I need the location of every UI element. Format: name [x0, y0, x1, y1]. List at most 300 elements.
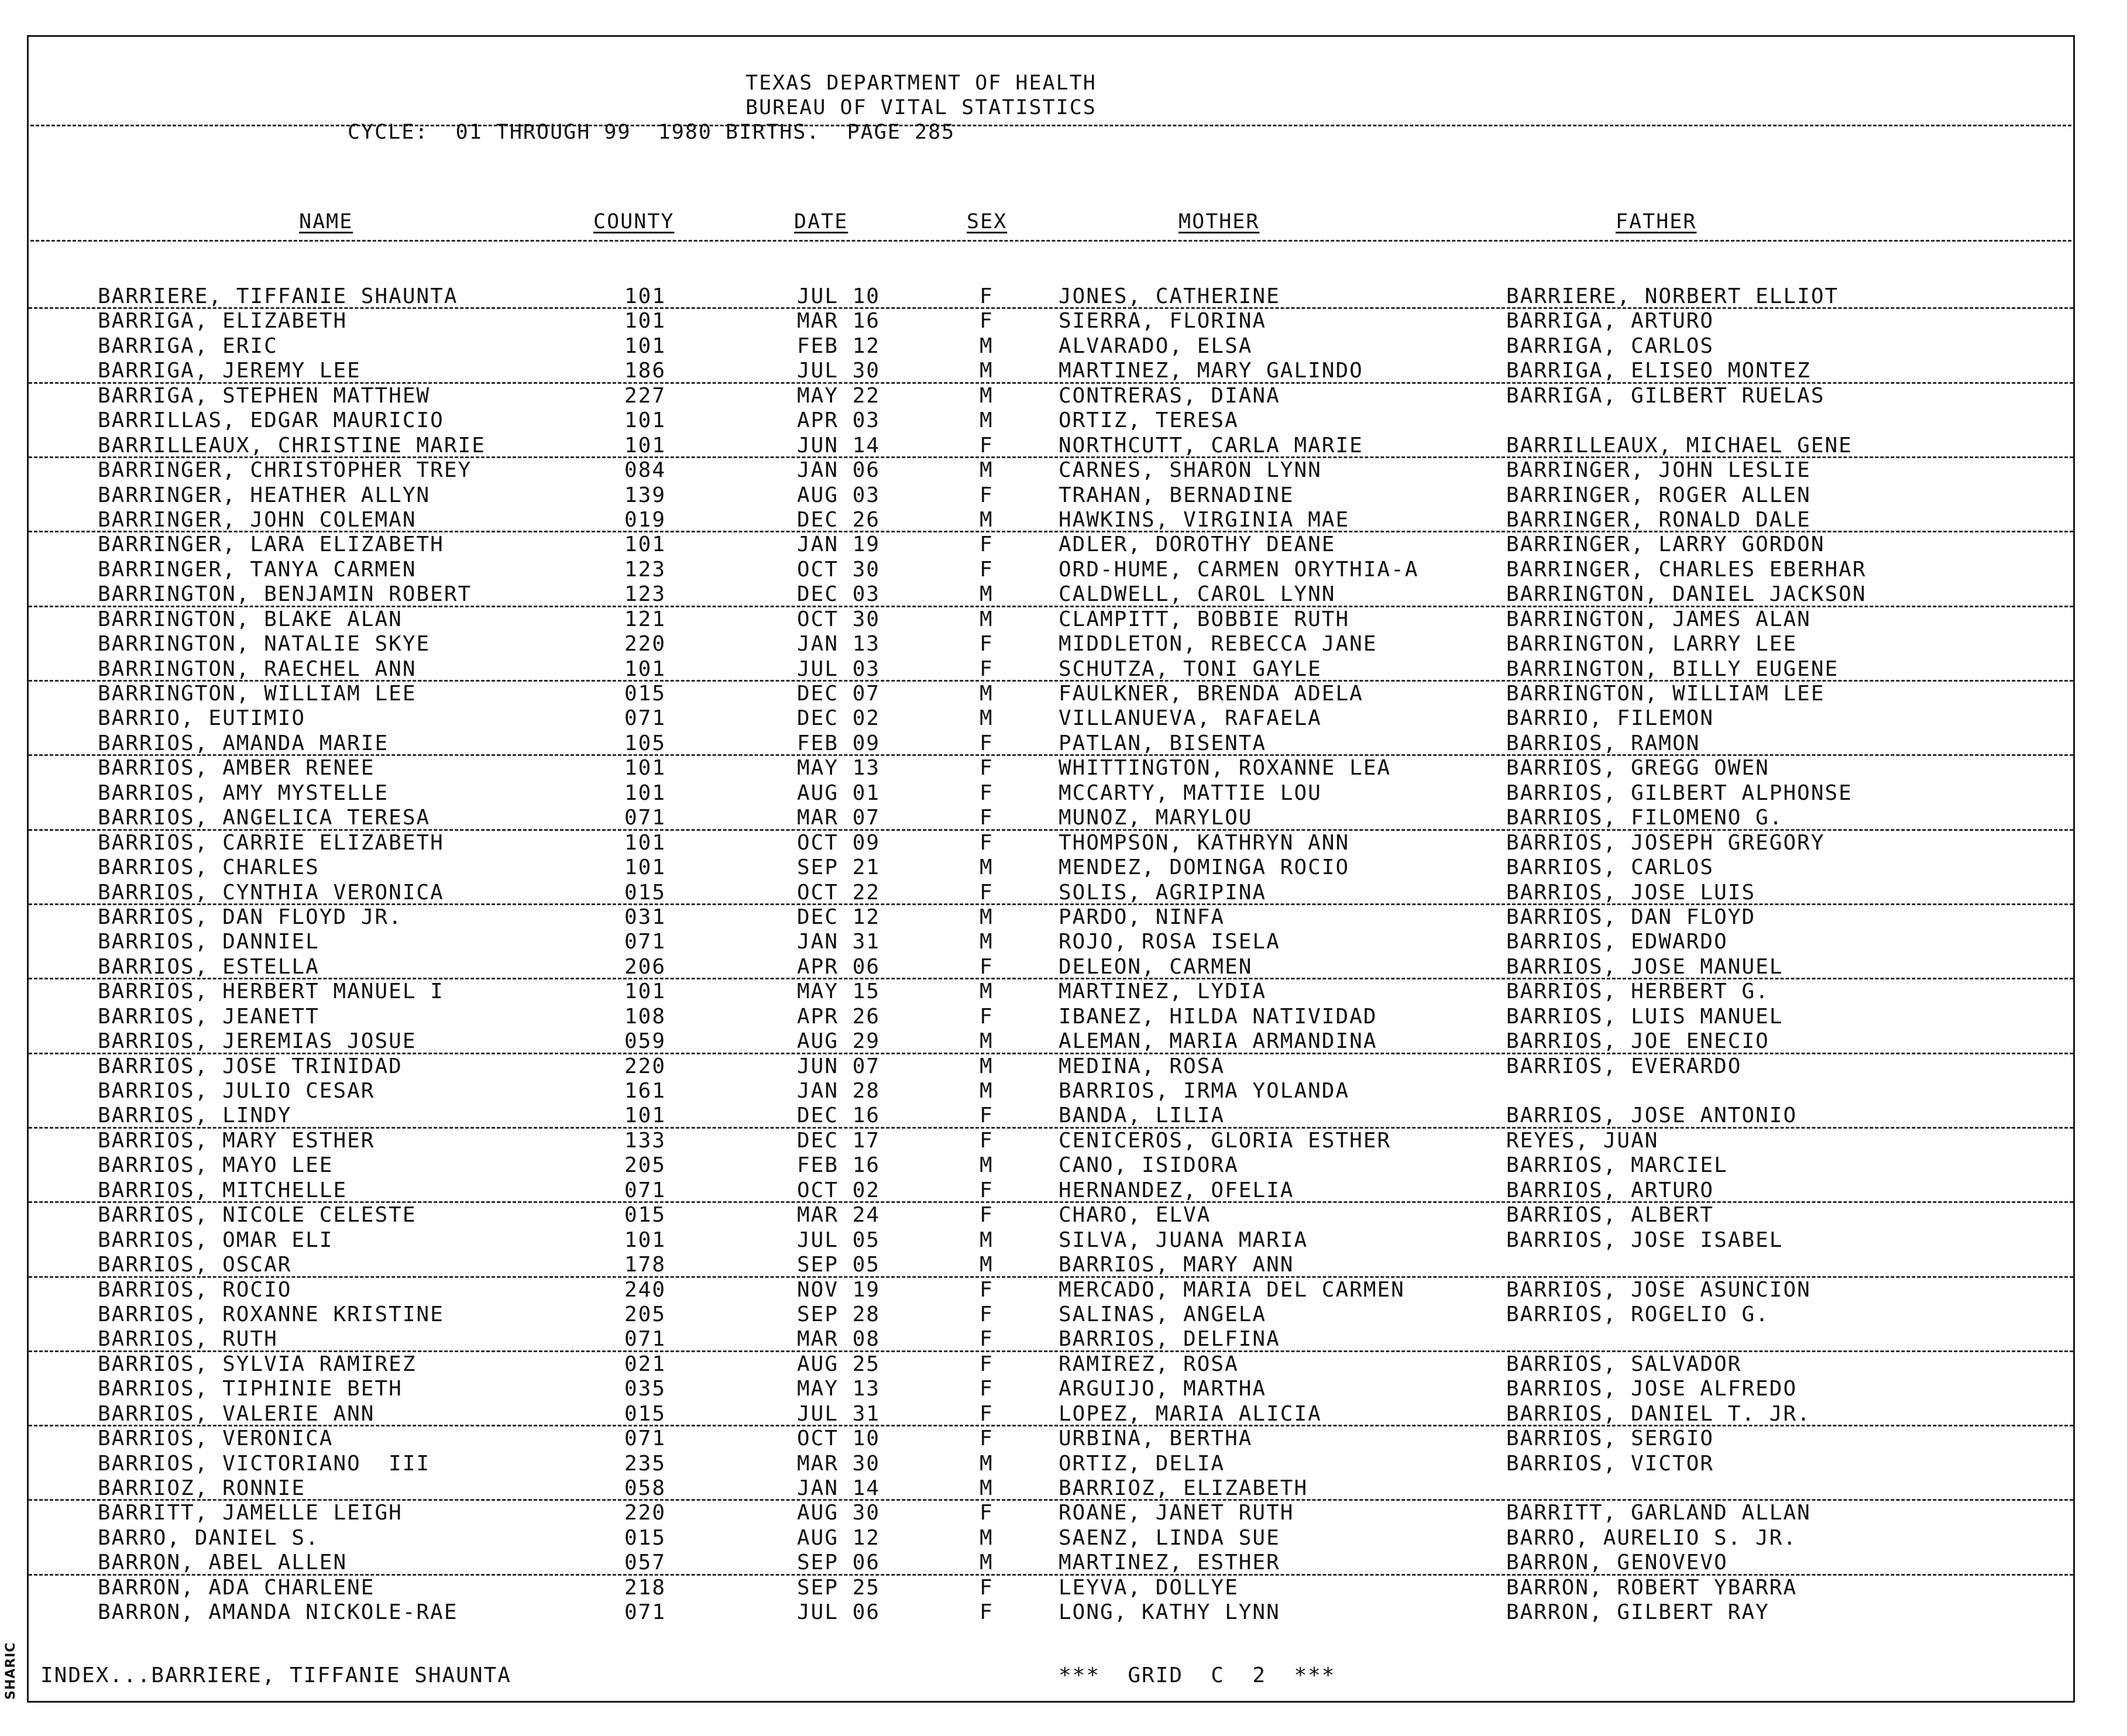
cell-mother: ROANE, JANET RUTH	[1059, 1501, 1294, 1525]
cell-county: 108	[624, 1004, 666, 1029]
cell-mother: ARGUIJO, MARTHA	[1059, 1377, 1267, 1401]
cell-sex: M	[980, 607, 994, 631]
cell-sex: M	[980, 359, 994, 383]
cell-county: 101	[624, 284, 666, 308]
cell-father: BARRIOS, GREGG OWEN	[1506, 756, 1769, 781]
table-row	[29, 706, 2073, 731]
cell-sex: F	[980, 532, 994, 557]
cell-mother: ORTIZ, TERESA	[1059, 408, 1239, 433]
cell-date: JUL 30	[797, 359, 881, 383]
cell-date: DEC 03	[797, 582, 881, 607]
cell-sex: M	[980, 582, 994, 607]
cell-mother: PARDO, NINFA	[1059, 905, 1225, 929]
cell-name: BARRITT, JAMELLE LEIGH	[98, 1501, 403, 1525]
cell-name: BARRINGER, TANYA CARMEN	[98, 557, 417, 582]
cell-mother: URBINA, BERTHA	[1059, 1426, 1253, 1451]
cell-name: BARRILLEAUX, CHRISTINE MARIE	[98, 433, 486, 458]
cell-father: BARRIOS, SERGIO	[1506, 1426, 1714, 1451]
cell-name: BARRIOS, MAYO LEE	[98, 1153, 334, 1178]
table-row	[29, 1054, 2073, 1079]
cell-county: 019	[624, 507, 666, 532]
cell-date: OCT 30	[797, 607, 881, 631]
cell-sex: F	[980, 954, 994, 979]
cell-county: 084	[624, 458, 666, 483]
cell-county: 015	[624, 880, 666, 905]
cell-date: JAN 14	[797, 1476, 881, 1500]
cell-county: 235	[624, 1451, 666, 1476]
cell-county: 101	[624, 781, 666, 805]
cell-date: JAN 06	[797, 458, 881, 483]
cell-name: BARRINGER, HEATHER ALLYN	[98, 483, 431, 507]
cell-father: BARRINGTON, BILLY EUGENE	[1506, 656, 1839, 681]
cell-sex: M	[980, 1228, 994, 1252]
cell-sex: F	[980, 731, 994, 755]
cell-mother: TRAHAN, BERNADINE	[1059, 483, 1294, 507]
cell-date: MAR 07	[797, 806, 881, 830]
cell-name: BARRIOS, JULIO CESAR	[98, 1079, 375, 1103]
cell-county: 071	[624, 806, 666, 830]
cell-sex: F	[980, 433, 994, 458]
cell-date: JAN 31	[797, 930, 881, 954]
cell-father: BARRIERE, NORBERT ELLIOT	[1506, 284, 1839, 308]
cell-sex: M	[980, 1551, 994, 1575]
table-row	[29, 682, 2073, 706]
cell-sex: F	[980, 1128, 994, 1153]
cell-mother: CHARO, ELVA	[1059, 1203, 1211, 1228]
cell-name: BARRIOS, JOSE TRINIDAD	[98, 1054, 403, 1078]
cell-county: 071	[624, 1426, 666, 1451]
cell-sex: M	[980, 905, 994, 929]
cell-date: MAR 16	[797, 309, 881, 334]
cell-sex: F	[980, 830, 994, 855]
cell-date: AUG 03	[797, 483, 881, 507]
cell-sex: F	[980, 656, 994, 681]
cell-father: BARRIGA, CARLOS	[1506, 334, 1714, 358]
cell-county: 021	[624, 1352, 666, 1376]
cell-name: BARRINGER, JOHN COLEMAN	[98, 507, 417, 532]
cell-mother: BARRIOZ, ELIZABETH	[1059, 1476, 1308, 1500]
cell-county: 139	[624, 483, 666, 507]
cell-county: 240	[624, 1277, 666, 1302]
cell-county: 035	[624, 1377, 666, 1401]
cell-mother: FAULKNER, BRENDA ADELA	[1059, 682, 1363, 706]
cell-mother: MUNOZ, MARYLOU	[1059, 806, 1253, 830]
cell-date: MAY 13	[797, 1377, 881, 1401]
cell-name: BARRIOS, AMBER RENEE	[98, 756, 375, 781]
cell-date: JAN 28	[797, 1079, 881, 1103]
bureau-title: BUREAU OF VITAL STATISTICS	[745, 96, 1097, 119]
cell-sex: M	[980, 1525, 994, 1550]
cell-sex: M	[980, 334, 994, 358]
cell-name: BARRIOS, DAN FLOYD JR.	[98, 905, 403, 929]
cell-name: BARRIO, EUTIMIO	[98, 706, 306, 731]
column-header-divider	[30, 240, 2071, 242]
cell-date: SEP 05	[797, 1253, 881, 1277]
cell-county: 015	[624, 1525, 666, 1550]
cell-sex: M	[980, 1253, 994, 1277]
table-row	[29, 781, 2073, 806]
table-row	[29, 1452, 2073, 1476]
cell-sex: F	[980, 1426, 994, 1451]
cell-mother: ROJO, ROSA ISELA	[1059, 930, 1280, 954]
cell-county: 161	[624, 1079, 666, 1103]
table-row	[29, 1005, 2073, 1029]
column-header-sex: SEX	[967, 210, 1008, 233]
cell-name: BARRIOS, DANNIEL	[98, 930, 319, 954]
cell-sex: F	[980, 1004, 994, 1029]
cell-date: JUL 06	[797, 1600, 881, 1625]
cell-date: AUG 12	[797, 1525, 881, 1550]
table-row	[29, 607, 2073, 632]
grid-footer: *** GRID C 2 ***	[1059, 1663, 1336, 1687]
cell-sex: M	[980, 855, 994, 880]
cell-name: BARRIOS, VERONICA	[98, 1426, 334, 1451]
table-row	[29, 1278, 2073, 1302]
table-row	[29, 930, 2073, 954]
cell-father: BARRINGER, LARRY GORDON	[1506, 532, 1825, 557]
table-row	[29, 458, 2073, 483]
cell-date: OCT 30	[797, 557, 881, 582]
cell-date: SEP 25	[797, 1575, 881, 1600]
cell-sex: F	[980, 880, 994, 905]
cell-father: BARRIOS, EVERARDO	[1506, 1054, 1742, 1078]
cell-mother: SCHUTZA, TONI GAYLE	[1059, 656, 1322, 681]
cell-date: FEB 12	[797, 334, 881, 358]
cell-county: 220	[624, 632, 666, 656]
cell-county: 205	[624, 1153, 666, 1178]
cell-county: 220	[624, 1501, 666, 1525]
cell-name: BARRIOS, VICTORIANO III	[98, 1451, 431, 1476]
cell-father: BARRIOS, RAMON	[1506, 731, 1700, 755]
table-row	[29, 532, 2073, 557]
cell-father: REYES, JUAN	[1506, 1128, 1659, 1153]
cell-county: 220	[624, 1054, 666, 1078]
cell-date: FEB 09	[797, 731, 881, 755]
cell-name: BARRIOS, NICOLE CELESTE	[98, 1203, 417, 1228]
cell-county: 015	[624, 1401, 666, 1426]
cell-name: BARRIOS, TIPHINIE BETH	[98, 1377, 403, 1401]
cell-sex: F	[980, 483, 994, 507]
cell-sex: F	[980, 1104, 994, 1128]
agency-title: TEXAS DEPARTMENT OF HEALTH	[745, 71, 1097, 95]
cell-mother: CARNES, SHARON LYNN	[1059, 458, 1322, 483]
cell-name: BARRINGTON, NATALIE SKYE	[98, 632, 431, 656]
cell-date: MAY 22	[797, 383, 881, 408]
table-row	[29, 408, 2073, 433]
cell-county: 101	[624, 408, 666, 433]
table-row	[29, 657, 2073, 682]
cell-date: MAY 15	[797, 979, 881, 1004]
table-row	[29, 1576, 2073, 1600]
cell-mother: RAMIREZ, ROSA	[1059, 1352, 1239, 1376]
cell-name: BARRIOS, MITCHELLE	[98, 1178, 348, 1202]
cell-date: AUG 29	[797, 1029, 881, 1054]
cell-name: BARRINGER, LARA ELIZABETH	[98, 532, 444, 557]
cell-mother: CALDWELL, CAROL LYNN	[1059, 582, 1336, 607]
cell-date: OCT 22	[797, 880, 881, 905]
cell-name: BARRIOS, SYLVIA RAMIREZ	[98, 1352, 417, 1376]
cell-father: BARRIOS, JOSE ALFREDO	[1506, 1377, 1798, 1401]
table-row	[29, 756, 2073, 781]
cell-date: APR 26	[797, 1004, 881, 1029]
cell-mother: THOMPSON, KATHRYN ANN	[1059, 830, 1350, 855]
cell-name: BARRIGA, ELIZABETH	[98, 309, 348, 334]
cell-mother: MEDINA, ROSA	[1059, 1054, 1225, 1078]
cell-name: BARRIOS, ROCIO	[98, 1277, 292, 1302]
document-frame	[27, 35, 2075, 1703]
cell-name: BARRIOS, JEREMIAS JOSUE	[98, 1029, 417, 1054]
cell-date: DEC 02	[797, 706, 881, 731]
cell-father: BARRO, AURELIO S. JR.	[1506, 1525, 1798, 1550]
cell-name: BARRON, AMANDA NICKOLE-RAE	[98, 1600, 458, 1625]
cell-father: BARRINGER, JOHN LESLIE	[1506, 458, 1811, 483]
cell-county: 059	[624, 1029, 666, 1054]
cell-father: BARRIOS, ROGELIO G.	[1506, 1302, 1769, 1326]
table-row	[29, 955, 2073, 979]
cell-name: BARRINGTON, WILLIAM LEE	[98, 682, 417, 706]
cell-county: 186	[624, 359, 666, 383]
cell-mother: MARTINEZ, ESTHER	[1059, 1551, 1280, 1575]
cell-father: BARRON, ROBERT YBARRA	[1506, 1575, 1798, 1600]
cell-date: OCT 09	[797, 830, 881, 855]
cell-sex: M	[980, 507, 994, 532]
cell-father: BARRIOS, DAN FLOYD	[1506, 905, 1756, 929]
cell-mother: IBANEZ, HILDA NATIVIDAD	[1059, 1004, 1377, 1029]
cell-mother: SALINAS, ANGELA	[1059, 1302, 1267, 1326]
cell-date: SEP 28	[797, 1302, 881, 1326]
table-row	[29, 1377, 2073, 1401]
cell-sex: F	[980, 1203, 994, 1228]
cell-date: SEP 06	[797, 1551, 881, 1575]
cell-county: 071	[624, 1327, 666, 1352]
table-row	[29, 1153, 2073, 1178]
cell-name: BARRIOS, OSCAR	[98, 1253, 292, 1277]
table-row	[29, 881, 2073, 905]
cell-county: 057	[624, 1551, 666, 1575]
cell-mother: ORD-HUME, CARMEN ORYTHIA-A	[1059, 557, 1419, 582]
table-row	[29, 334, 2073, 359]
cell-county: 123	[624, 557, 666, 582]
cell-name: BARRIOS, OMAR ELI	[98, 1228, 334, 1252]
cell-sex: F	[980, 284, 994, 308]
cell-mother: ALEMAN, MARIA ARMANDINA	[1059, 1029, 1377, 1054]
table-row	[29, 1253, 2073, 1277]
cell-father: BARRILLEAUX, MICHAEL GENE	[1506, 433, 1853, 458]
cell-sex: F	[980, 1600, 994, 1625]
cell-date: MAY 13	[797, 756, 881, 781]
column-header-county: COUNTY	[593, 210, 675, 233]
cell-county: 071	[624, 1178, 666, 1202]
cell-sex: F	[980, 781, 994, 805]
cell-county: 101	[624, 433, 666, 458]
index-footer: INDEX...BARRIERE, TIFFANIE SHAUNTA	[40, 1663, 511, 1687]
table-row	[29, 558, 2073, 582]
cell-mother: HERNANDEZ, OFELIA	[1059, 1178, 1294, 1202]
cell-father: BARRIOS, JOSE ASUNCION	[1506, 1277, 1811, 1302]
cell-sex: M	[980, 1476, 994, 1500]
cell-father: BARRIOS, GILBERT ALPHONSE	[1506, 781, 1853, 805]
cell-county: 101	[624, 656, 666, 681]
cell-sex: M	[980, 979, 994, 1004]
cell-sex: F	[980, 1352, 994, 1376]
cell-date: DEC 26	[797, 507, 881, 532]
cell-county: 218	[624, 1575, 666, 1600]
cell-name: BARRIOS, CYNTHIA VERONICA	[98, 880, 444, 905]
cell-mother: VILLANUEVA, RAFAELA	[1059, 706, 1322, 731]
table-row	[29, 1327, 2073, 1352]
table-row	[29, 905, 2073, 930]
cell-mother: PATLAN, BISENTA	[1059, 731, 1267, 755]
cell-date: DEC 16	[797, 1104, 881, 1128]
cell-father: BARRIO, FILEMON	[1506, 706, 1714, 731]
cell-county: 227	[624, 383, 666, 408]
cell-mother: SIERRA, FLORINA	[1059, 309, 1267, 334]
cell-mother: JONES, CATHERINE	[1059, 284, 1280, 308]
cell-name: BARRIOS, VALERIE ANN	[98, 1401, 375, 1426]
cell-county: 058	[624, 1476, 666, 1500]
cell-mother: BARRIOS, MARY ANN	[1059, 1253, 1294, 1277]
cell-name: BARRIOS, CARRIE ELIZABETH	[98, 830, 444, 855]
cell-mother: NORTHCUTT, CARLA MARIE	[1059, 433, 1363, 458]
cycle-line: CYCLE: 01 THROUGH 99 1980 BIRTHS. PAGE 285	[348, 121, 956, 144]
cell-date: JUL 10	[797, 284, 881, 308]
cell-county: 101	[624, 830, 666, 855]
cell-date: DEC 17	[797, 1128, 881, 1153]
table-row	[29, 1029, 2073, 1054]
cell-mother: LOPEZ, MARIA ALICIA	[1059, 1401, 1322, 1426]
cell-father: BARRIOS, FILOMENO G.	[1506, 806, 1784, 830]
cell-sex: M	[980, 930, 994, 954]
cell-mother: CLAMPITT, BOBBIE RUTH	[1059, 607, 1350, 631]
cell-name: BARRIOS, ROXANNE KRISTINE	[98, 1302, 444, 1326]
column-header-mother: MOTHER	[1178, 210, 1260, 233]
cell-name: BARRON, ABEL ALLEN	[98, 1551, 348, 1575]
cell-name: BARRIOS, HERBERT MANUEL I	[98, 979, 444, 1004]
table-row	[29, 1302, 2073, 1327]
cell-county: 206	[624, 954, 666, 979]
cell-date: MAR 08	[797, 1327, 881, 1352]
cell-sex: M	[980, 408, 994, 433]
cell-date: FEB 16	[797, 1153, 881, 1178]
cell-sex: F	[980, 1377, 994, 1401]
cell-county: 101	[624, 979, 666, 1004]
cell-father: BARRIOS, VICTOR	[1506, 1451, 1714, 1476]
cell-father: BARRINGTON, DANIEL JACKSON	[1506, 582, 1867, 607]
cell-sex: M	[980, 1054, 994, 1078]
cell-date: OCT 02	[797, 1178, 881, 1202]
cell-father: BARRIOS, ALBERT	[1506, 1203, 1714, 1228]
cell-father: BARRIOS, ARTURO	[1506, 1178, 1714, 1202]
column-header-name: NAME	[299, 210, 353, 233]
cell-father: BARRIOS, JOSEPH GREGORY	[1506, 830, 1825, 855]
table-row	[29, 731, 2073, 756]
cell-name: BARRINGER, CHRISTOPHER TREY	[98, 458, 472, 483]
cell-father: BARRIOS, HERBERT G.	[1506, 979, 1769, 1004]
cell-father: BARRINGER, ROGER ALLEN	[1506, 483, 1811, 507]
table-row	[29, 632, 2073, 656]
cell-date: JAN 13	[797, 632, 881, 656]
cell-name: BARRIOS, CHARLES	[98, 855, 319, 880]
cell-county: 015	[624, 1203, 666, 1228]
table-row	[29, 1551, 2073, 1575]
cell-date: MAR 30	[797, 1451, 881, 1476]
cell-county: 071	[624, 930, 666, 954]
cell-father: BARRIOS, MARCIEL	[1506, 1153, 1728, 1178]
cell-county: 101	[624, 855, 666, 880]
birth-record-table	[29, 284, 2073, 1625]
header-divider	[30, 125, 2071, 126]
cell-county: 101	[624, 309, 666, 334]
cell-sex: F	[980, 1575, 994, 1600]
cell-date: AUG 01	[797, 781, 881, 805]
column-header-father: FATHER	[1616, 210, 1697, 233]
cell-father: BARRIOS, LUIS MANUEL	[1506, 1004, 1784, 1029]
cell-name: BARRIOS, ANGELICA TERESA	[98, 806, 431, 830]
cell-mother: MARTINEZ, LYDIA	[1059, 979, 1267, 1004]
cell-mother: ALVARADO, ELSA	[1059, 334, 1253, 358]
cell-name: BARRIOS, MARY ESTHER	[98, 1128, 375, 1153]
cell-sex: F	[980, 632, 994, 656]
cell-county: 133	[624, 1128, 666, 1153]
table-row	[29, 979, 2073, 1004]
cell-sex: M	[980, 1451, 994, 1476]
cell-mother: SAENZ, LINDA SUE	[1059, 1525, 1280, 1550]
cell-father: BARRIOS, JOSE ANTONIO	[1506, 1104, 1798, 1128]
cell-county: 101	[624, 532, 666, 557]
table-row	[29, 483, 2073, 508]
table-row	[29, 434, 2073, 458]
table-row	[29, 582, 2073, 607]
cell-date: NOV 19	[797, 1277, 881, 1302]
cell-father: BARRITT, GARLAND ALLAN	[1506, 1501, 1811, 1525]
cell-name: BARRIOS, AMANDA MARIE	[98, 731, 389, 755]
table-row	[29, 309, 2073, 334]
cell-date: AUG 30	[797, 1501, 881, 1525]
cell-county: 101	[624, 334, 666, 358]
table-row	[29, 284, 2073, 309]
table-row	[29, 1104, 2073, 1128]
cell-date: APR 03	[797, 408, 881, 433]
cell-name: BARRO, DANIEL S.	[98, 1525, 319, 1550]
cell-name: BARRINGTON, RAECHEL ANN	[98, 656, 417, 681]
cell-father: BARRIOS, SALVADOR	[1506, 1352, 1742, 1376]
cell-date: JUN 14	[797, 433, 881, 458]
table-row	[29, 855, 2073, 880]
cell-sex: F	[980, 756, 994, 781]
cell-sex: M	[980, 1029, 994, 1054]
cell-name: BARRINGTON, BLAKE ALAN	[98, 607, 403, 631]
cell-father: BARRINGTON, LARRY LEE	[1506, 632, 1798, 656]
cell-mother: BARRIOS, IRMA YOLANDA	[1059, 1079, 1350, 1103]
cell-sex: M	[980, 458, 994, 483]
cell-mother: ORTIZ, DELIA	[1059, 1451, 1225, 1476]
cell-name: BARRIOS, ESTELLA	[98, 954, 319, 979]
cell-name: BARRIGA, ERIC	[98, 334, 278, 358]
table-row	[29, 384, 2073, 408]
cell-name: BARRIOZ, RONNIE	[98, 1476, 306, 1500]
cell-name: BARRIOS, AMY MYSTELLE	[98, 781, 389, 805]
cell-father: BARRIOS, JOSE ISABEL	[1506, 1228, 1784, 1252]
table-row	[29, 1600, 2073, 1625]
cell-name: BARRINGTON, BENJAMIN ROBERT	[98, 582, 472, 607]
cell-date: MAR 24	[797, 1203, 881, 1228]
cell-sex: F	[980, 1401, 994, 1426]
cell-date: JAN 19	[797, 532, 881, 557]
cell-sex: M	[980, 1153, 994, 1178]
cell-father: BARRIOS, EDWARDO	[1506, 930, 1728, 954]
table-row	[29, 1476, 2073, 1501]
cell-father: BARRINGTON, JAMES ALAN	[1506, 607, 1811, 631]
